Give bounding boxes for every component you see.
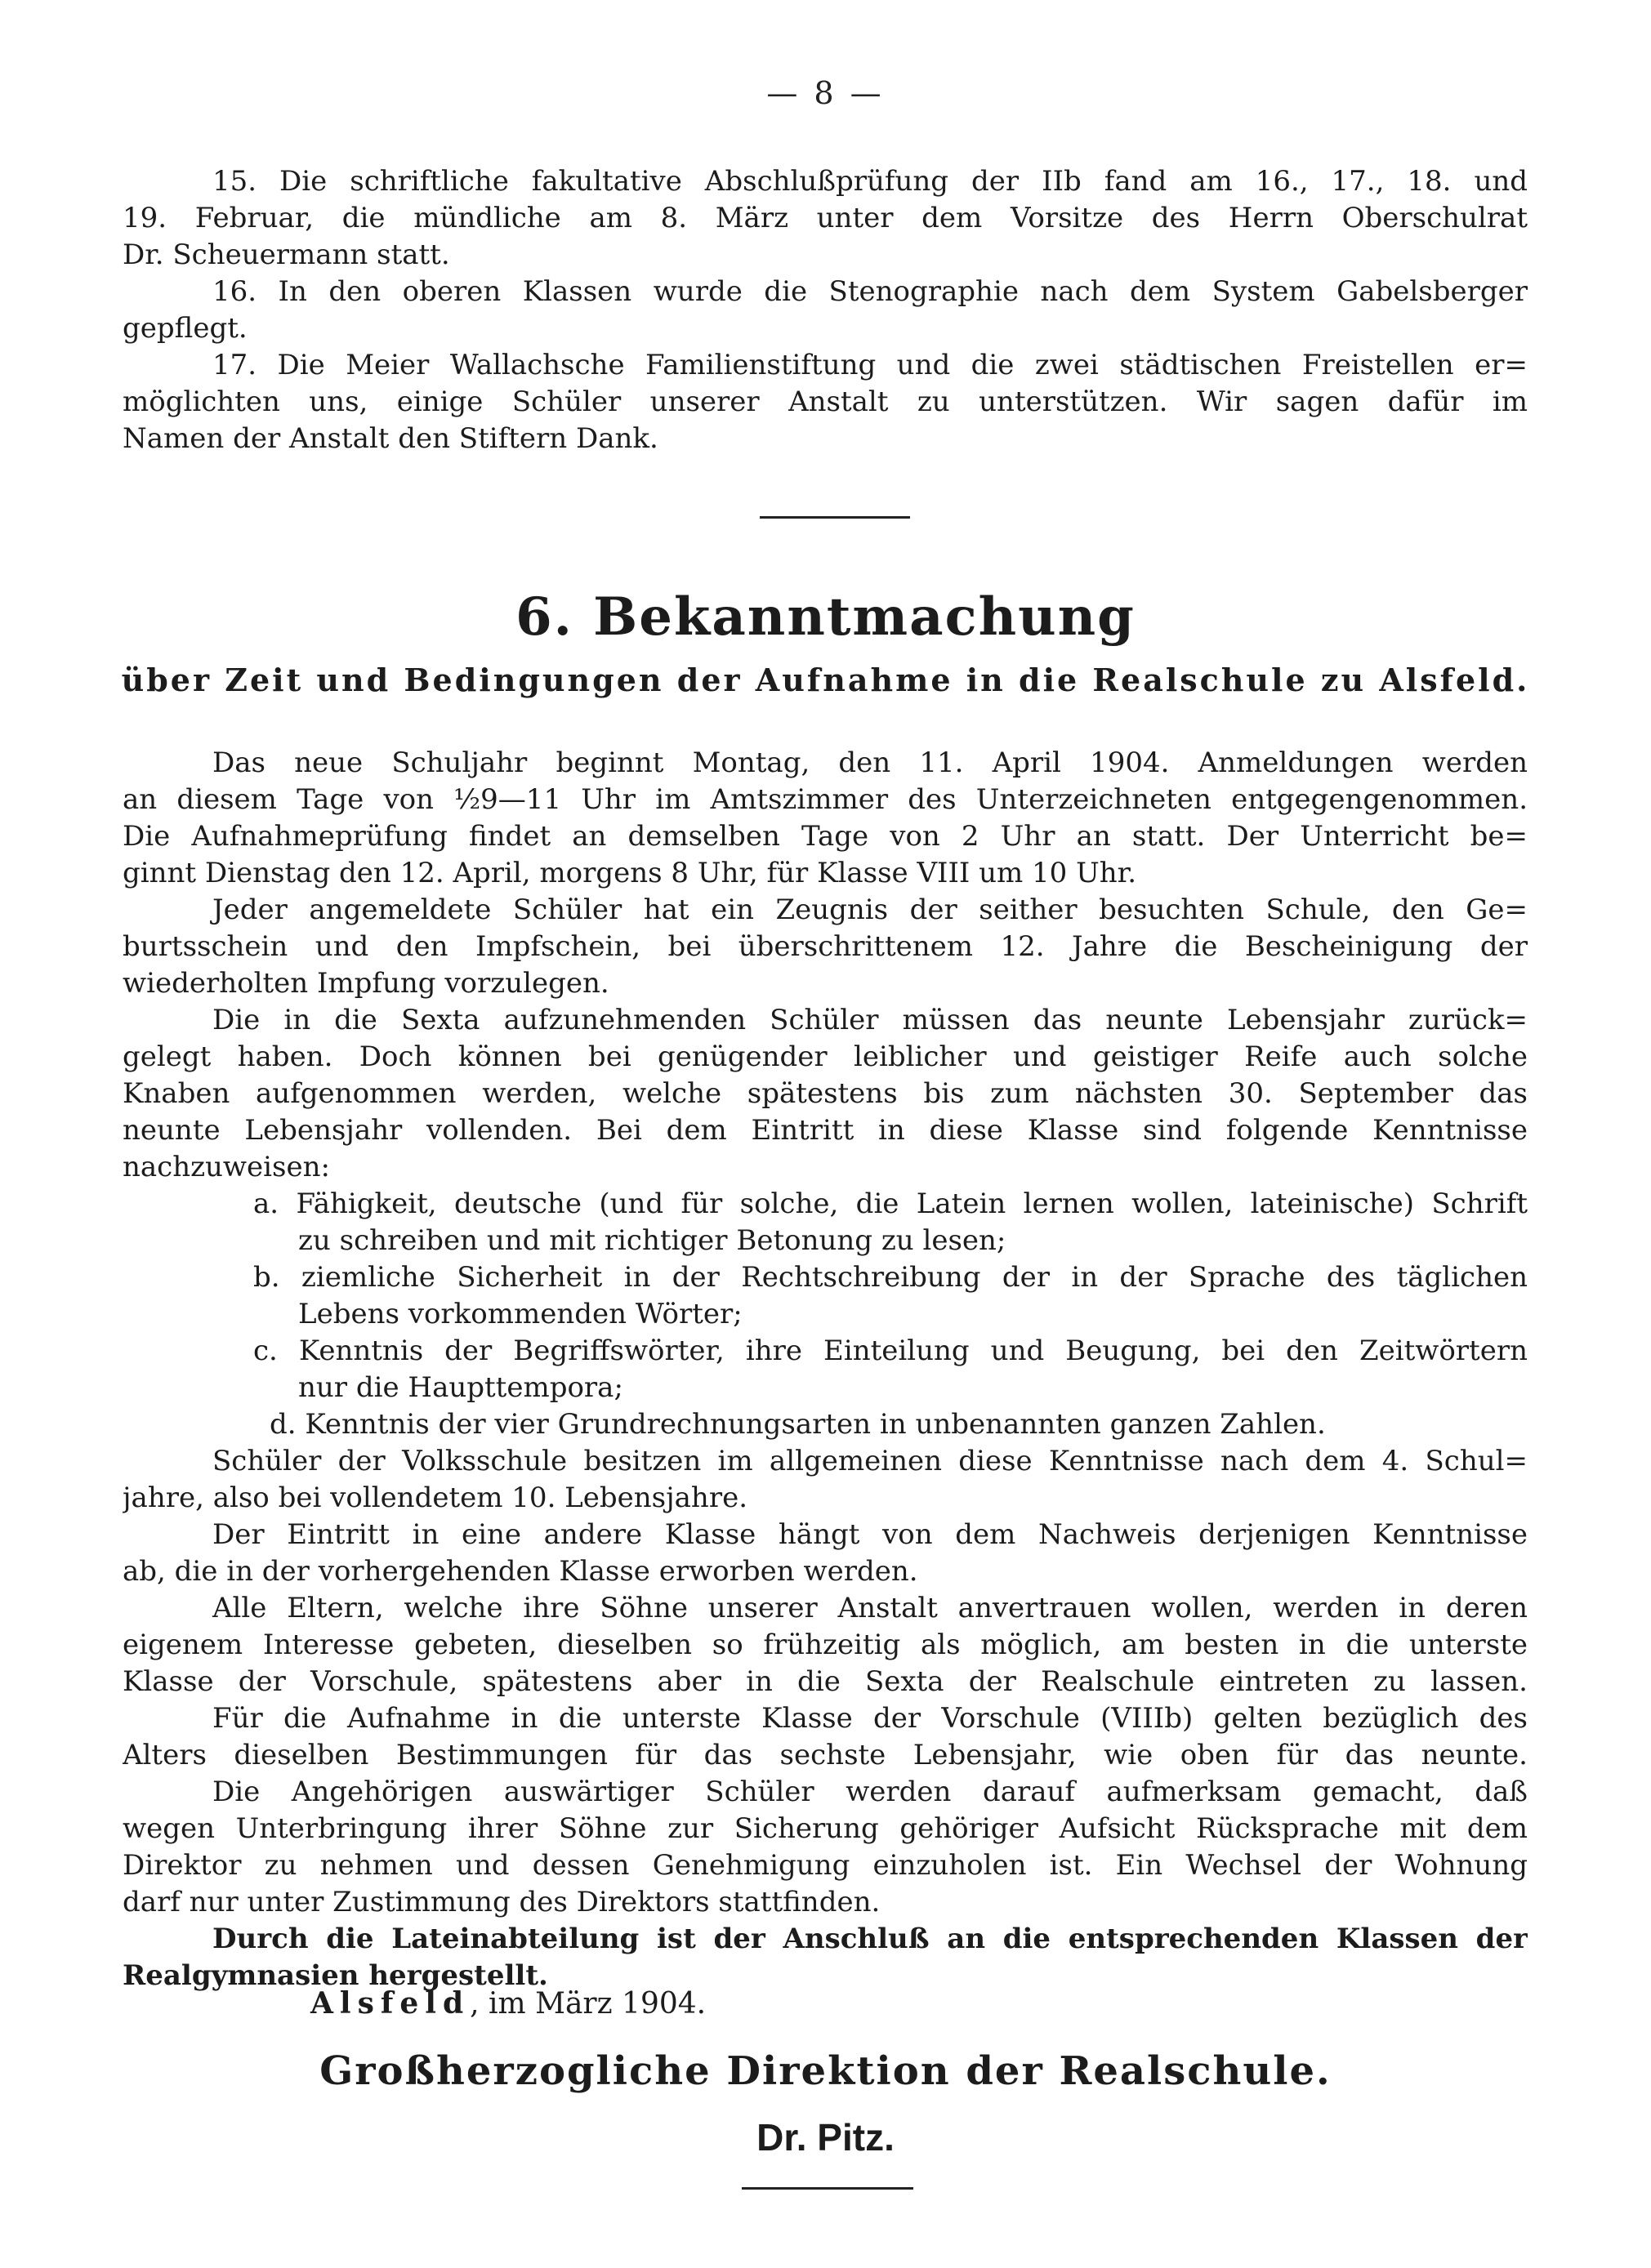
- section-divider: [760, 516, 910, 519]
- requirement-c-line-1: c. Kenntnis der Begriffswörter, ihre Einteilung und Beugung, bei den Zeitwörtern: [253, 1335, 1528, 1367]
- item-17-line-2: möglichten uns, einige Schüler unserer Anstalt zu unterstützen. Wir sagen dafür im: [123, 385, 1528, 418]
- notice-line: wegen Unterbringung ihrer Söhne zur Sicherung gehöriger Aufsicht Rücksprache mit dem: [123, 1812, 1528, 1845]
- notice-line: Jeder angemeldete Schüler hat ein Zeugnis der seither besuchten Schule, den Ge=: [212, 893, 1528, 926]
- notice-line: ginnt Dienstag den 12. April, morgens 8 Uhr, für Klasse VIII um 10 Uhr.: [123, 857, 1136, 889]
- notice-line: darf nur unter Zustimmung des Direktors stattfinden.: [123, 1886, 881, 1918]
- requirement-a-line-1: a. Fähigkeit, deutsche (und für solche, die Latein lernen wollen, lateinische) Schrift: [253, 1187, 1528, 1220]
- notice-line: Schüler der Volksschule besitzen im allgemeinen diese Kenntnisse nach dem 4. Schul=: [212, 1445, 1528, 1477]
- requirement-d: d. Kenntnis der vier Grundrechnungsarten in unbenannten ganzen Zahlen.: [270, 1408, 1326, 1441]
- notice-line: Alters dieselben Bestimmungen für das sechste Lebensjahr, wie oben für das neunte.: [123, 1739, 1528, 1771]
- closing-divider: [742, 2187, 913, 2190]
- notice-line: gelegt haben. Doch können bei genügender leiblicher und geistiger Reife auch solche: [123, 1040, 1528, 1073]
- notice-line: Alle Eltern, welche ihre Söhne unserer Anstalt anvertrauen wollen, werden in deren: [212, 1592, 1528, 1624]
- notice-line: Der Eintritt in eine andere Klasse hängt von dem Nachweis derjenigen Kenntnisse: [212, 1518, 1528, 1551]
- notice-line: Direktor zu nehmen und dessen Genehmigung einzuholen ist. Ein Wechsel der Wohnung: [123, 1849, 1528, 1882]
- signature-office: Großherzogliche Direktion der Realschule.: [319, 2048, 1332, 2094]
- requirement-c-line-2: nur die Haupttempora;: [298, 1371, 623, 1404]
- notice-line: jahre, also bei vollendetem 10. Lebensjahre.: [123, 1482, 747, 1514]
- notice-line: eigenem Interesse gebeten, dieselben so frühzeitig als möglich, am besten in die unterste: [123, 1629, 1528, 1661]
- signature-date: , im März 1904.: [470, 1987, 707, 2021]
- signature-place-date: [310, 1986, 706, 2021]
- notice-line: Realgymnasien hergestellt.: [123, 1959, 548, 1992]
- notice-heading: 6. Bekanntmachung: [515, 586, 1136, 648]
- notice-line: Klasse der Vorschule, spätestens aber in die Sexta der Realschule eintreten zu lassen.: [123, 1665, 1528, 1698]
- notice-line: Knaben aufgenommen werden, welche spätestens bis zum nächsten 30. September das: [123, 1077, 1528, 1110]
- requirement-b-line-1: b. ziemliche Sicherheit in der Rechtschreibung der in der Sprache des täglichen: [253, 1261, 1528, 1294]
- item-15-line-3: Dr. Scheuermann statt.: [123, 238, 450, 271]
- section-items: [123, 163, 1528, 457]
- signature-name: Dr. Pitz.: [756, 2116, 895, 2159]
- requirement-a-line-2: zu schreiben und mit richtiger Betonung zu lesen;: [298, 1224, 1006, 1257]
- notice-line: Für die Aufnahme in die unterste Klasse der Vorschule (VIIIb) gelten bezüglich des: [212, 1702, 1528, 1735]
- notice-line: ab, die in der vorhergehenden Klasse erworben werden.: [123, 1555, 918, 1588]
- notice-line: wiederholten Impfung vorzulegen.: [123, 967, 609, 1000]
- notice-line: Die in die Sexta aufzunehmenden Schüler müssen das neunte Lebensjahr zurück=: [212, 1004, 1528, 1036]
- notice-line: nachzuweisen:: [123, 1151, 330, 1183]
- item-16-line-1: 16. In den oberen Klassen wurde die Stenographie nach dem System Gabelsberger: [212, 275, 1528, 308]
- signature-place: Alsfeld: [310, 1986, 471, 2021]
- requirement-b-line-2: Lebens vorkommenden Wörter;: [298, 1298, 743, 1330]
- item-15-line-2: 19. Februar, die mündliche am 8. März unter dem Vorsitze des Herrn Oberschulrat: [123, 202, 1528, 234]
- notice-line: an diesem Tage von ½9—11 Uhr im Amtszimmer des Unterzeichneten entgegengenommen.: [123, 783, 1528, 816]
- notice-subheading: über Zeit und Bedingungen der Aufnahme in die Realschule zu Alsfeld.: [121, 662, 1530, 698]
- page-number: — 8 —: [766, 75, 885, 111]
- notice-line: neunte Lebensjahr vollenden. Bei dem Eintritt in diese Klasse sind folgende Kenntnisse: [123, 1114, 1528, 1147]
- notice-body: [123, 745, 1528, 1994]
- item-15-line-1: 15. Die schriftliche fakultative Abschlußprüfung der IIb fand am 16., 17., 18. und: [212, 165, 1528, 198]
- notice-line: Durch die Lateinabteilung ist der Anschluß an die entsprechenden Klassen der: [212, 1923, 1528, 1955]
- notice-line: burtsschein und den Impfschein, bei überschrittenem 12. Jahre die Bescheinigung der: [123, 930, 1528, 963]
- notice-line: Die Angehörigen auswärtiger Schüler werden darauf aufmerksam gemacht, daß: [212, 1776, 1528, 1808]
- item-17-line-3: Namen der Anstalt den Stiftern Dank.: [123, 422, 658, 455]
- item-16-line-2: gepflegt.: [123, 312, 248, 345]
- item-17-line-1: 17. Die Meier Wallachsche Familienstiftung und die zwei städtischen Freistellen er=: [212, 349, 1528, 381]
- notice-line: Die Aufnahmeprüfung findet an demselben Tage von 2 Uhr an statt. Der Unterricht be=: [123, 820, 1528, 853]
- notice-line: Das neue Schuljahr beginnt Montag, den 11. April 1904. Anmeldungen werden: [212, 746, 1528, 779]
